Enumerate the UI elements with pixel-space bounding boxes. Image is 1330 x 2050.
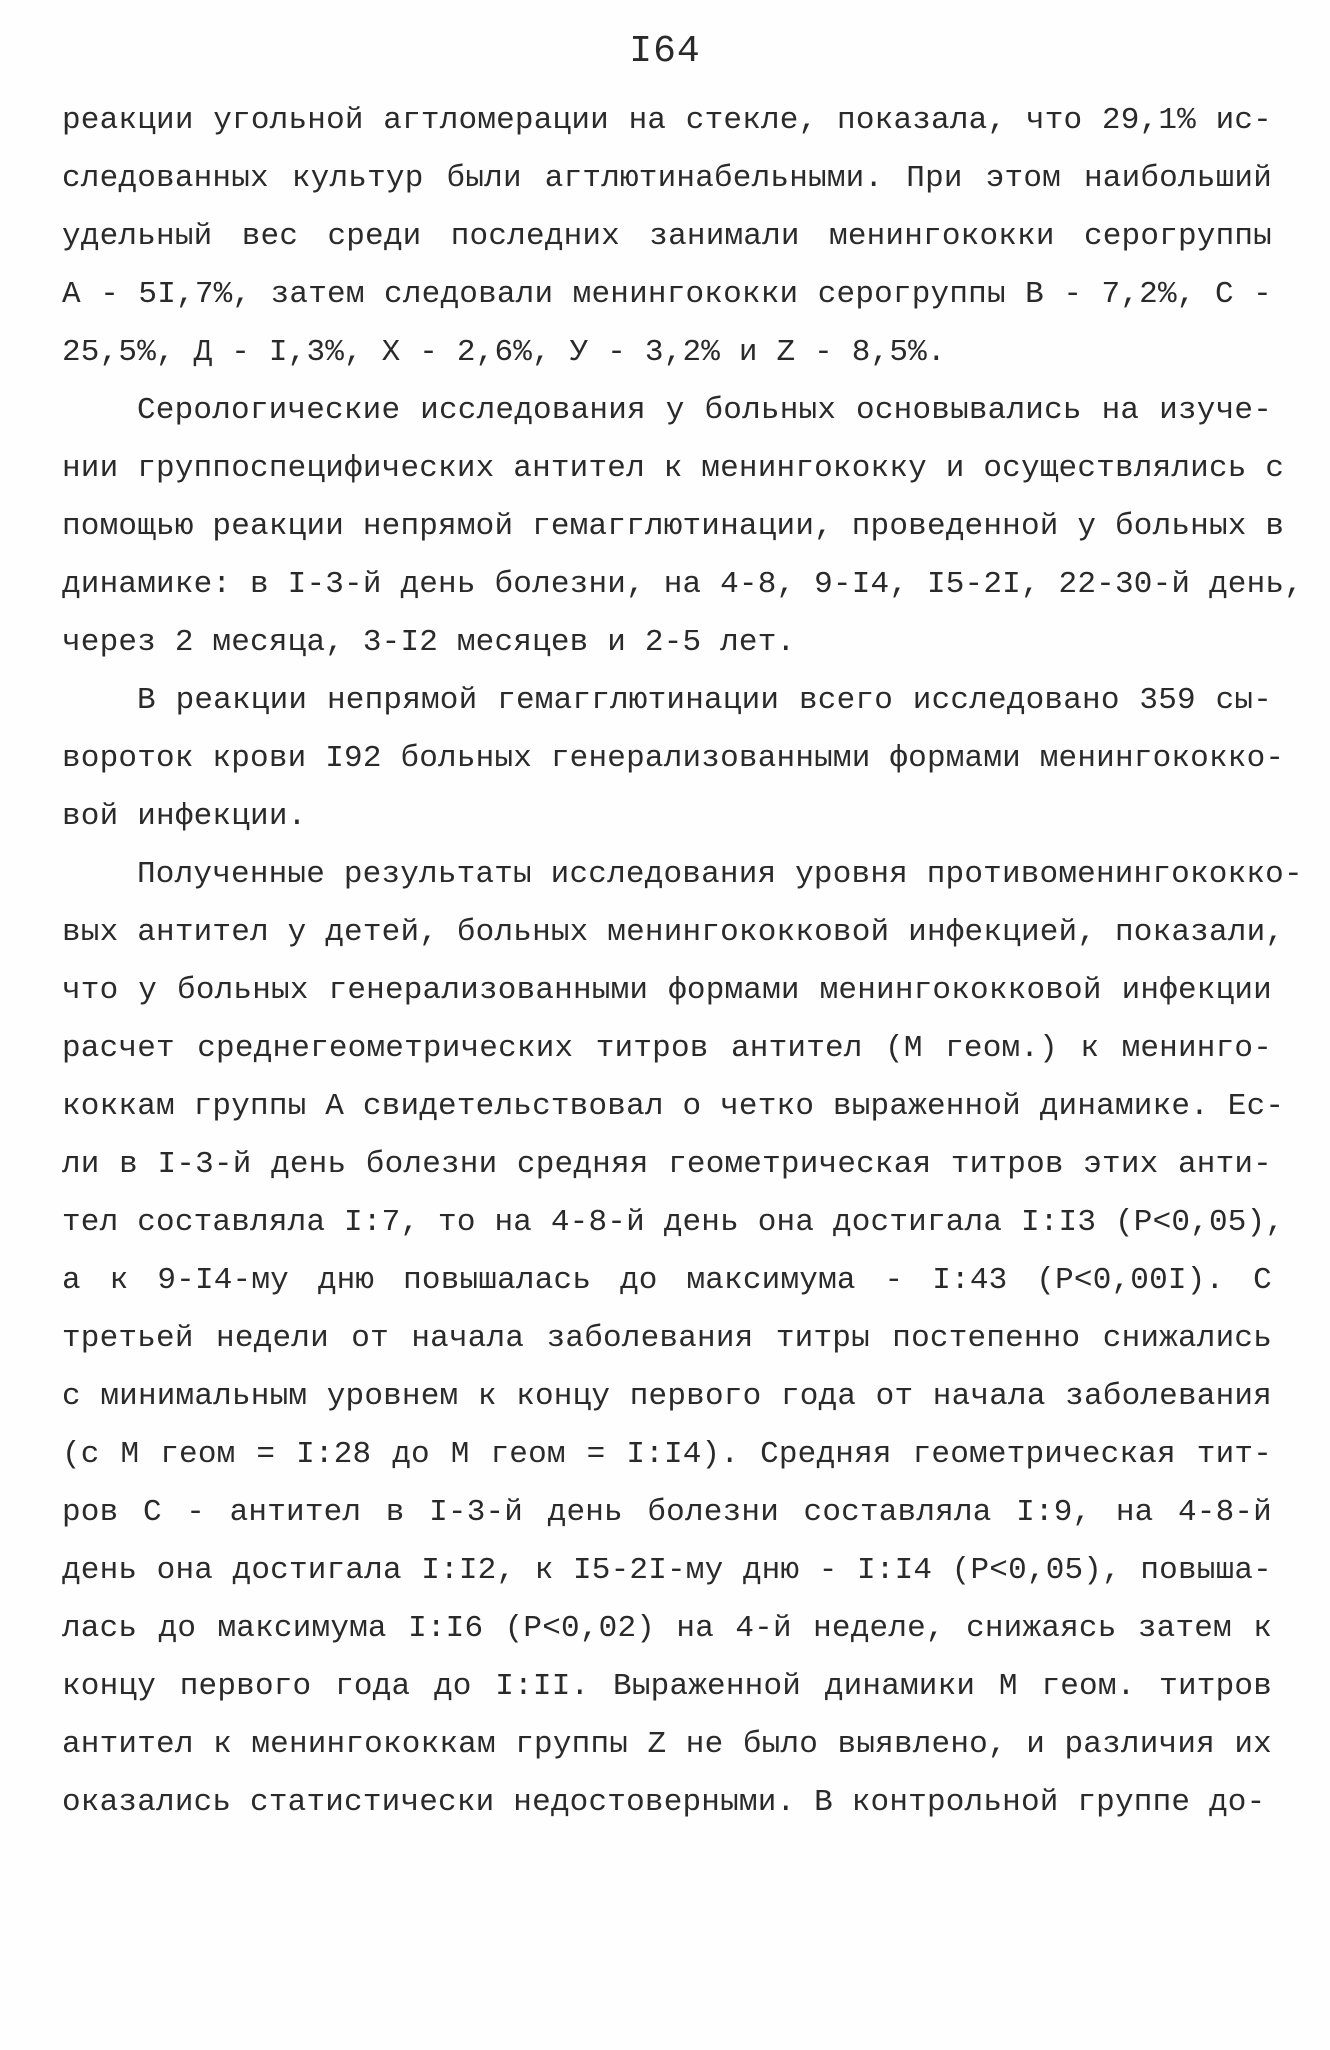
text-line: вой инфекции. <box>62 799 307 834</box>
text-line: оказались статистически недостоверными. В контрольной группе до- <box>62 1785 1266 1820</box>
text-line: Серологические исследования у больных основывались на изуче- <box>137 393 1272 428</box>
paragraph <box>62 382 1303 672</box>
text-line: динамике: в I-3-й день болезни, на 4-8, 9-I4, I5-2I, 22-30-й день, <box>62 567 1303 602</box>
paragraph <box>62 672 1285 846</box>
text-line: с минимальным уровнем к концу первого года от начала заболевания <box>62 1379 1272 1414</box>
text-line: А - 5I,7%, затем следовали менингококки серогруппы В - 7,2%, С - <box>62 277 1272 312</box>
body-text <box>62 92 1303 1832</box>
text-line: концу первого года до I:II. Выраженной динамики М геом. титров <box>62 1669 1272 1704</box>
text-line: 25,5%, Д - I,3%, Х - 2,6%, У - 3,2% и Z - 8,5%. <box>62 335 946 370</box>
paragraph <box>62 92 1272 382</box>
text-line: реакции угольной агтломерации на стекле, показала, что 29,1% ис- <box>62 103 1272 138</box>
paragraph <box>62 846 1303 1832</box>
text-line: вых антител у детей, больных менингококковой инфекцией, показали, <box>62 915 1285 950</box>
text-line: вороток крови I92 больных генерализованными формами менингококко- <box>62 741 1285 776</box>
text-line: ров С - антител в I-3-й день болезни составляла I:9, на 4-8-й <box>62 1495 1272 1530</box>
text-line: тел составляла I:7, то на 4-8-й день она достигала I:I3 (Р<0,05), <box>62 1205 1285 1240</box>
text-line: удельный вес среди последних занимали менингококки серогруппы <box>62 219 1272 254</box>
text-line: а к 9-I4-му дню повышалась до максимума - I:43 (Р<0,00I). С <box>62 1263 1272 1298</box>
text-line: антител к менингококкам группы Z не было выявлено, и различия их <box>62 1727 1272 1762</box>
text-line: через 2 месяца, 3-I2 месяцев и 2-5 лет. <box>62 625 796 660</box>
text-line: помощью реакции непрямой гемагглютинации, проведенной у больных в <box>62 509 1285 544</box>
text-line: следованных культур были агтлютинабельными. При этом наибольший <box>62 161 1272 196</box>
text-line: расчет среднегеометрических титров антител (М геом.) к менинго- <box>62 1031 1272 1066</box>
text-line: третьей недели от начала заболевания титры постепенно снижались <box>62 1321 1272 1356</box>
text-line: лась до максимума I:I6 (Р<0,02) на 4-й неделе, снижаясь затем к <box>62 1611 1272 1646</box>
page-number: I64 <box>629 30 701 73</box>
text-line: ли в I-3-й день болезни средняя геометрическая титров этих анти- <box>62 1147 1272 1182</box>
text-line: Полученные результаты исследования уровня противоменингококко- <box>137 857 1303 892</box>
text-line: что у больных генерализованными формами менингококковой инфекции <box>62 973 1272 1008</box>
text-line: В реакции непрямой гемагглютинации всего исследовано 359 сы- <box>137 683 1272 718</box>
text-line: (с М геом = I:28 до М геом = I:I4). Средняя геометрическая тит- <box>62 1437 1272 1472</box>
text-line: нии группоспецифических антител к менингококку и осуществлялись с <box>62 451 1285 486</box>
text-line: день она достигала I:I2, к I5-2I-му дню - I:I4 (Р<0,05), повыша- <box>62 1553 1272 1588</box>
text-line: коккам группы А свидетельствовал о четко выраженной динамике. Ес- <box>62 1089 1285 1124</box>
